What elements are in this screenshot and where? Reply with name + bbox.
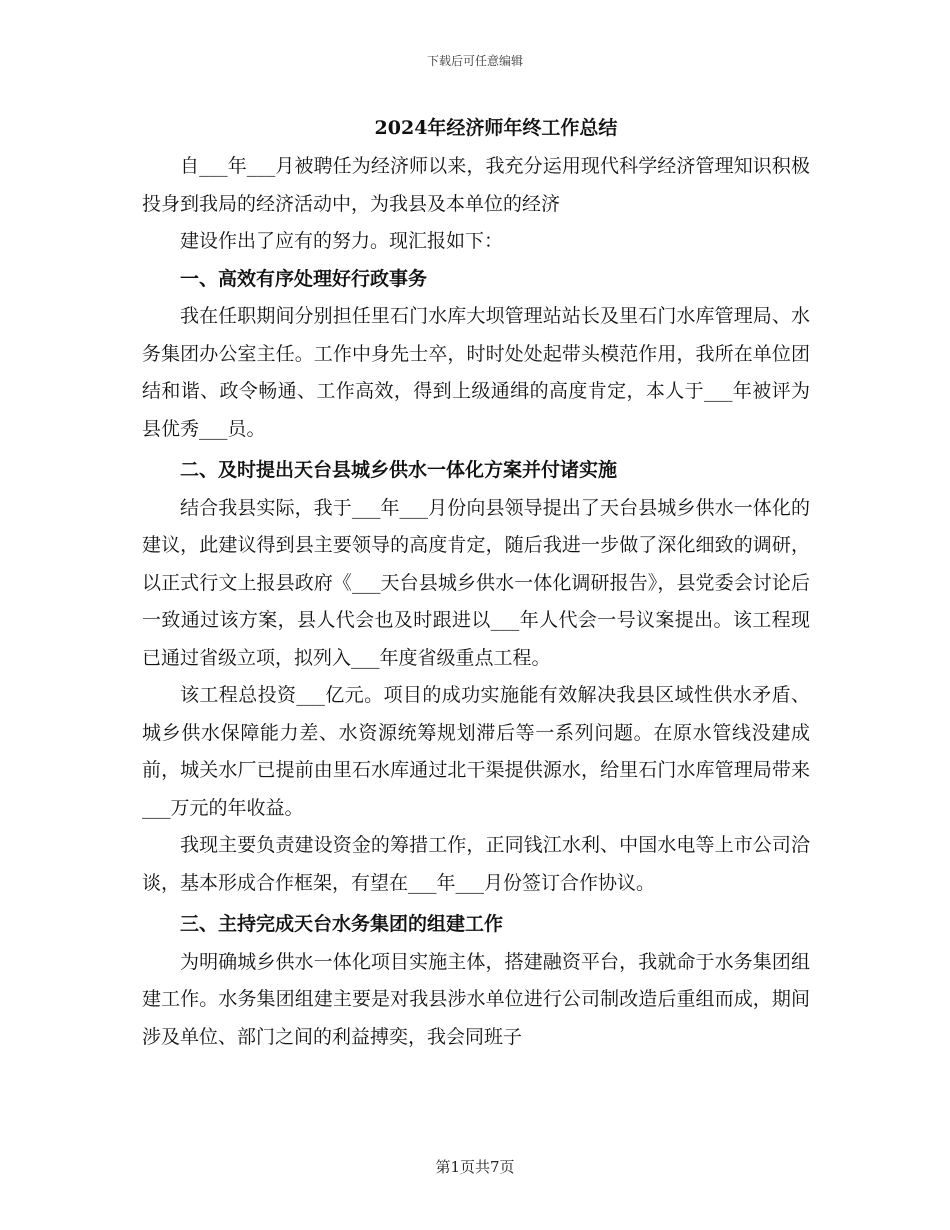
section3-heading: 三、主持完成天台水务集团的组建工作 bbox=[180, 913, 504, 935]
page-number: 第1页共7页 bbox=[435, 1158, 515, 1176]
document-title: 2024年经济师年终工作总结 bbox=[374, 117, 618, 139]
section2-paragraph1: 结合我县实际，我于___年___月份向县领导提出了天台县城乡供水一体化的建议，此建议得到县主要领导的高度肯定，随后我进一步做了深化细致的调研，以正式行文上报县政府《___天台县城乡供水一体化调研报告》，县党委会讨论后一致通过该方案，县人代会也及时跟进以___年人代会一号议案提出。该工程现已通过省级立项，拟列入___年度省级重点工程。 bbox=[142, 496, 810, 669]
intro-paragraph-line2: 建设作出了应有的努力。现汇报如下： bbox=[180, 230, 504, 252]
intro-paragraph-line1: 自___年___月被聘任为经济师以来，我充分运用现代科学经济管理知识积极投身到我局的经济活动中，为我县及本单位的经济 bbox=[142, 155, 810, 215]
document-body bbox=[142, 114, 810, 1056]
header-note: 下载后可任意编辑 bbox=[426, 54, 523, 68]
section2-paragraph2: 该工程总投资___亿元。项目的成功实施能有效解决我县区域性供水矛盾、城乡供水保障能力差、水资源统筹规划滞后等一系列问题。在原水管线没建成前，城关水厂已提前由里石水库通过北干渠提供源水，给里石门水库管理局带来___万元的年收益。 bbox=[142, 684, 810, 819]
section1-heading: 一、高效有序处理好行政事务 bbox=[180, 267, 428, 290]
section1-paragraph: 我在任职期间分别担任里石门水库大坝管理站站长及里石门水库管理局、水务集团办公室主任。工作中身先士卒，时时处处起带头模范作用，我所在单位团结和谐、政令畅通、工作高效，得到上级通缉的高度肯定，本人于___年被评为县优秀___员。 bbox=[142, 305, 810, 440]
section2-paragraph3: 我现主要负责建设资金的筹措工作，正同钱江水利、中国水电等上市公司洽谈，基本形成合作框架，有望在___年___月份签订合作协议。 bbox=[142, 834, 810, 894]
section3-paragraph1: 为明确城乡供水一体化项目实施主体，搭建融资平台，我就命于水务集团组建工作。水务集团组建主要是对我县涉水单位进行公司制改造后重组而成，期间涉及单位、部门之间的利益搏奕，我会同班子 bbox=[142, 950, 810, 1048]
section2-heading: 二、及时提出天台县城乡供水一体化方案并付诸实施 bbox=[180, 459, 618, 481]
